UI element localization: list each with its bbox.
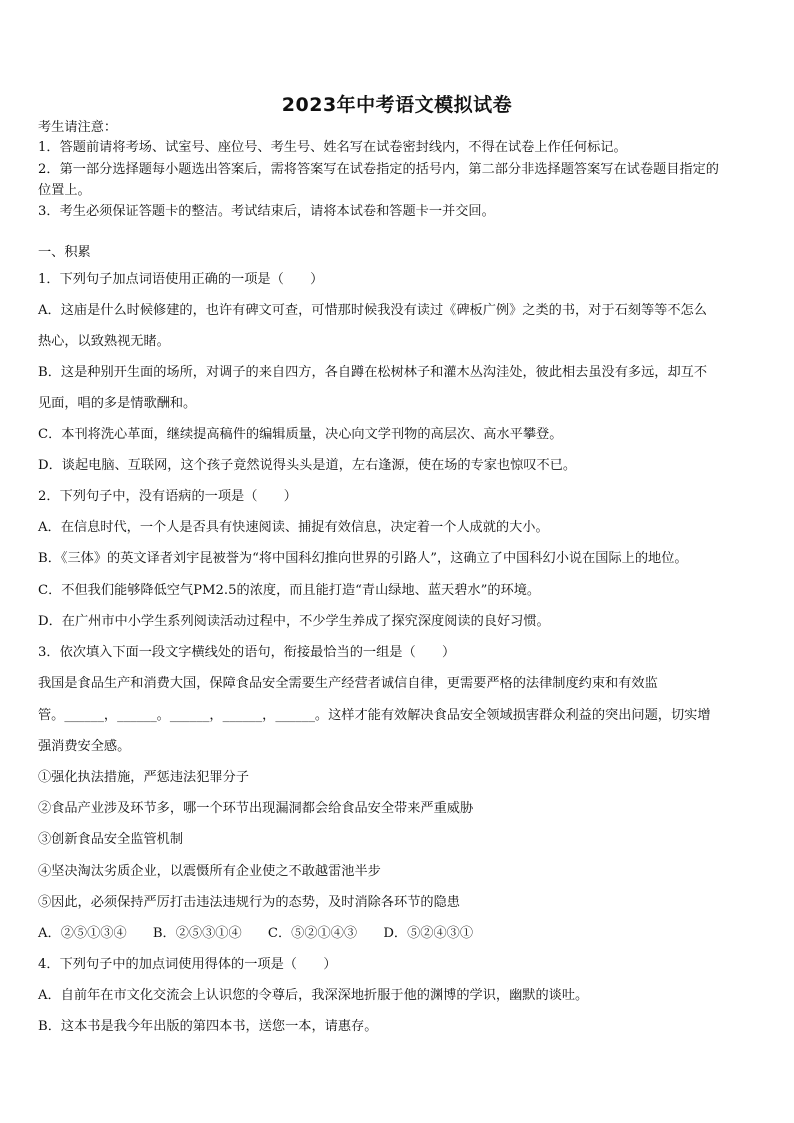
numbered-item: ①强化执法措施，严惩违法犯罪分子 — [38, 770, 249, 785]
page-title: 2023年中考语文模拟试卷 — [281, 94, 513, 116]
passage-text: 管。______，______。______，______，______。这样才能有效解决食品安全领域损害群众利益的突出问题，切实增 — [38, 708, 711, 723]
question-stem: 3．依次填入下面一段文字横线处的语句，衔接最恰当的一组是（ ） — [38, 645, 456, 660]
option-text: D．谈起电脑、互联网，这个孩子竟然说得头头是道，左右逢源，使在场的专家也惊叹不已。 — [38, 458, 577, 473]
numbered-item: ②食品产业涉及环节多，哪一个环节出现漏洞都会给食品安全带来严重威胁 — [38, 801, 474, 816]
notice-item: 1．答题前请将考场、试室号、座位号、考生号、姓名写在试卷密封线内，不得在试卷上作任何标记。 — [38, 140, 627, 155]
notice-heading: 考生请注意： — [38, 120, 118, 135]
answer-option: C．⑤②①④③ — [267, 926, 358, 941]
passage-text: 强消费安全感。 — [38, 739, 131, 754]
option-text: 热心，以致熟视无睹。 — [38, 334, 170, 349]
answer-options — [38, 924, 760, 944]
question-stem: 2．下列句子中，没有语病的一项是（ ） — [38, 489, 297, 504]
answer-option: B．②⑤③①④ — [152, 926, 242, 941]
numbered-item: ⑤因此，必须保持严厉打击违法违规行为的态势，及时消除各环节的隐患 — [38, 895, 460, 910]
option-text: B．这本书是我今年出版的第四本书，送您一本，请惠存。 — [38, 1019, 378, 1034]
question-stem: 4．下列句子中的加点词使用得体的一项是（ ） — [38, 957, 337, 972]
option-text: C．本刊将洗心革面，继续提高稿件的编辑质量，决心向文学刊物的高层次、高水平攀登。 — [38, 427, 563, 442]
passage-text: 我国是食品生产和消费大国，保障食品安全需要生产经营者诚信自律，更需要严格的法律制度约束和有效监 — [38, 676, 658, 691]
question-stem: 1．下列句子加点词语使用正确的一项是（ ） — [38, 272, 324, 287]
option-text: 见面，唱的多是情歌酬和。 — [38, 396, 197, 411]
numbered-item: ④坚决淘汰劣质企业，以震慑所有企业使之不敢越雷池半步 — [38, 864, 381, 879]
notice-item: 位置上。 — [38, 183, 91, 198]
section-heading: 一、积累 — [38, 245, 91, 260]
answer-option: A．②⑤①③④ — [38, 926, 127, 941]
option-text: B．这是种别开生面的场所，对调子的来自四方，各自蹲在松树林子和灌木丛沟洼处，彼此相去虽没有多远，却互不 — [38, 365, 708, 380]
notice-item: 2．第一部分选择题每小题选出答案后，需将答案写在试卷指定的括号内，第二部分非选择题答案写在试卷题目指定的 — [38, 162, 719, 177]
option-text: C．不但我们能够降低空气PM2.5的浓度，而且能打造“青山绿地、蓝天碧水”的环境。 — [38, 583, 541, 598]
notice-item: 3．考生必须保证答题卡的整洁。考试结束后，请将本试卷和答题卡一并交回。 — [38, 204, 495, 219]
answer-option: D．⑤②④③① — [383, 926, 474, 941]
option-text: D．在广州市中小学生系列阅读活动过程中，不少学生养成了探究深度阅读的良好习惯。 — [38, 614, 550, 629]
option-text: A．这庙是什么时候修建的，也许有碑文可查，可惜那时候我没有读过《碑板广例》之类的书，对于石刻等等不怎么 — [38, 303, 707, 318]
option-text: B．《三体》的英文译者刘宇昆被誉为“将中国科幻推向世界的引路人”，这确立了中国科幻小说在国际上的地位。 — [38, 551, 688, 566]
option-text: A．自前年在市文化交流会上认识您的令尊后，我深深地折服于他的渊博的学识，幽默的谈吐。 — [38, 988, 589, 1003]
option-text: A．在信息时代，一个人是否具有快速阅读、捕捉有效信息，决定着一个人成就的大小。 — [38, 520, 549, 535]
numbered-item: ③创新食品安全监管机制 — [38, 832, 184, 847]
